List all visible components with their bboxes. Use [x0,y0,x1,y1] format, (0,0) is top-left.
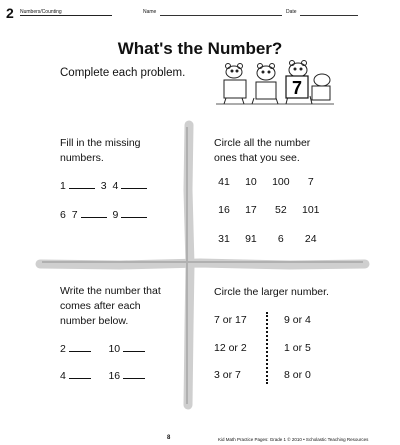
q2-row-1 [212,176,323,188]
number-choice[interactable]: 24 [304,233,317,245]
q1-title: Fill in the missing numbers. [60,137,141,164]
q4-title: Circle the larger number. [214,286,329,298]
q4-row-2-right[interactable]: 1 or 5 [284,342,311,354]
number-choice[interactable]: 91 [245,233,257,245]
q2-row-3 [212,233,323,245]
number-choice[interactable]: 31 [218,233,230,245]
q3-title: Write the number that comes after each number below. [60,285,161,327]
number-choice[interactable]: 6 [277,233,284,245]
answer-blank[interactable] [121,209,147,218]
q4-row-3-left[interactable]: 3 or 7 [214,369,241,381]
number-choice[interactable]: 16 [218,204,230,216]
q2-title: Circle all the number ones that you see. [214,137,311,164]
section-label: Numbers/Counting [20,9,112,16]
q4-row-1-left[interactable]: 7 or 17 [214,314,247,326]
answer-blank[interactable] [123,370,145,379]
number-choice[interactable]: 100 [272,176,290,188]
dotted-divider [266,312,268,384]
number-choice[interactable]: 7 [307,176,314,188]
footer-page-number: 8 [167,435,171,441]
answer-blank[interactable] [121,180,147,189]
q4-row-2-left[interactable]: 12 or 2 [214,342,247,354]
answer-blank[interactable] [69,343,91,352]
worksheet-title: What's the Number? [117,39,283,58]
date-label: Date [286,9,297,15]
q3-row-2: 4 16 [60,370,148,382]
q3-row-1: 2 10 [60,343,148,355]
number-choice[interactable]: 41 [218,176,230,188]
q1-row-2: 6 7 9 [60,209,150,221]
q4-row-3-right[interactable]: 8 or 0 [284,369,311,381]
answer-blank[interactable] [81,209,107,218]
page-number: 2 [6,5,14,21]
number-choice[interactable]: 101 [302,204,320,216]
answer-blank[interactable] [123,343,145,352]
card-number: 7 [291,78,303,98]
instructions: Complete each problem. [60,67,186,79]
q4-row-1-right[interactable]: 9 or 4 [284,314,311,326]
q2-row-2 [212,204,323,216]
number-choice[interactable]: 52 [275,204,287,216]
q1-row-1: 1 3 4 [60,180,150,192]
number-choice[interactable]: 17 [245,204,257,216]
answer-blank[interactable] [69,370,91,379]
answer-blank[interactable] [69,180,95,189]
number-choice[interactable]: 10 [245,176,257,188]
footer-credit: Kid Math Practice Pages: Grade 1 © 2010 • Scholastic Teaching Resources [218,437,369,442]
name-label: Name [143,9,157,15]
